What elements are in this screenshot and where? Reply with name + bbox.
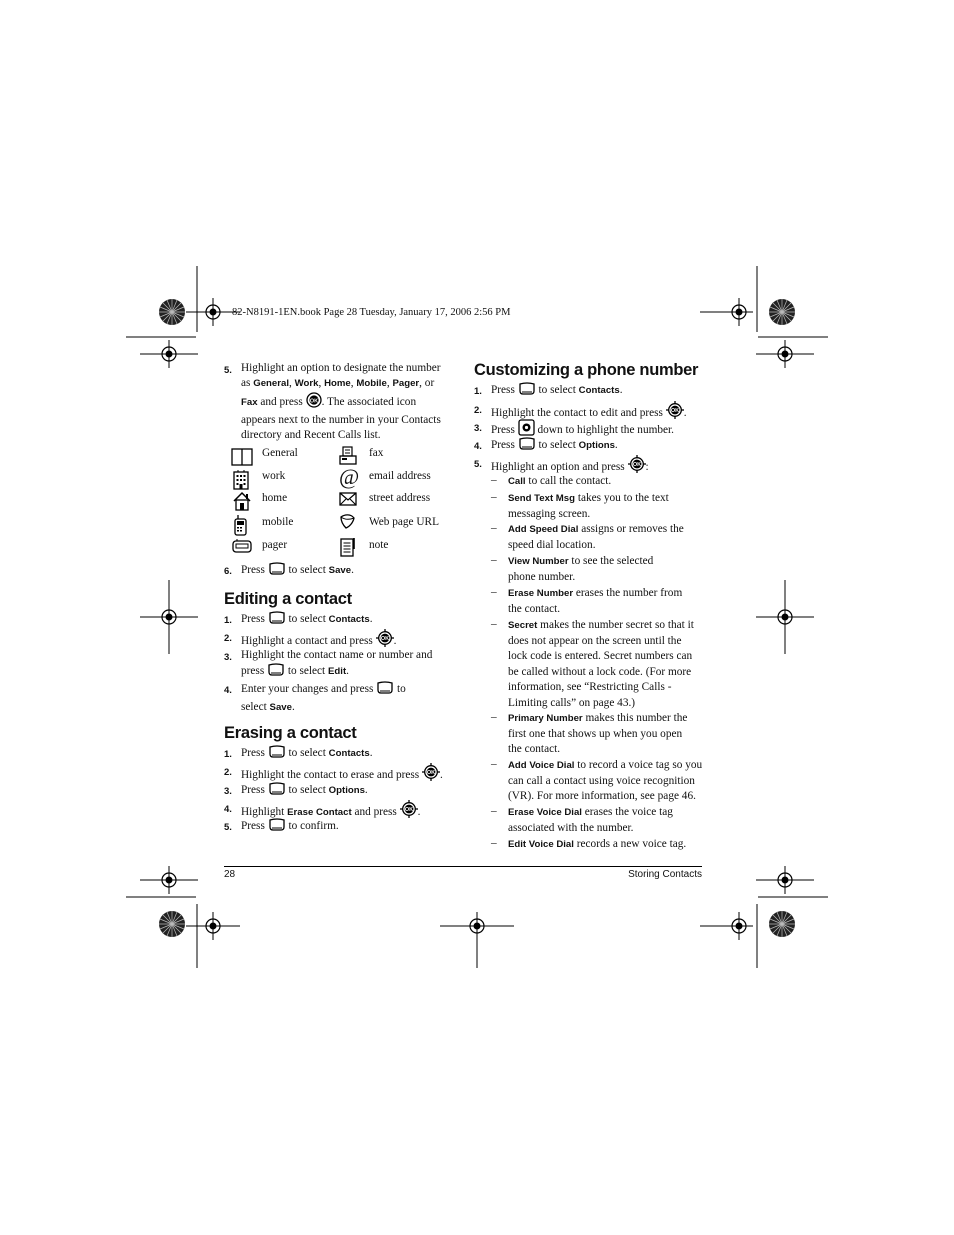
bullet-dash: – <box>491 474 497 486</box>
option-edit-voice-dial: Edit Voice Dial records a new voice tag. <box>508 838 687 850</box>
softkey-icon <box>376 681 394 700</box>
erasing-step-3: Press to select Options. <box>241 782 456 801</box>
email-icon: @ <box>339 464 360 489</box>
svg-text:OK: OK <box>404 807 413 814</box>
step-number: 1. <box>224 615 232 626</box>
option-send-text: Send Text Msg takes you to the text messaging screen. <box>508 492 669 520</box>
section-title: Storing Contacts <box>628 869 702 880</box>
svg-text:OK: OK <box>426 770 436 777</box>
svg-text:OK: OK <box>632 462 641 469</box>
softkey-icon <box>268 818 286 837</box>
icon-label: work <box>262 470 286 482</box>
softkey-icon <box>267 663 285 682</box>
editing-step-4: Enter your changes and press to select Save. <box>241 683 406 714</box>
step-number: 2. <box>224 633 232 644</box>
web-icon <box>339 514 356 529</box>
icon-label: pager <box>262 539 288 551</box>
erasing-step-5: Press to confirm. <box>241 818 456 837</box>
step-number: 3. <box>474 423 482 434</box>
customizing-step-1: Press to select Contacts. <box>491 382 706 401</box>
option-add-voice-dial: Add Voice Dial to record a voice tag so you can call a contact using voice recognition (VR). For more information, see page 46. <box>508 759 703 802</box>
svg-text:OK: OK <box>309 397 318 404</box>
icon-label: street address <box>369 492 431 504</box>
step-number: 4. <box>224 685 232 696</box>
step-number: 1. <box>224 749 232 760</box>
note-icon <box>340 537 356 557</box>
work-icon <box>233 469 249 490</box>
step-number: 3. <box>224 786 232 797</box>
bullet-dash: – <box>491 522 497 534</box>
erasing-step-1: Press to select Contacts. <box>241 745 456 764</box>
step-6-text: Press to select Save. <box>241 562 456 581</box>
option-erase-number: Erase Number erases the number from the contact. <box>508 587 683 615</box>
icon-table <box>228 444 458 564</box>
step-number: 3. <box>224 652 232 663</box>
bullet-dash: – <box>491 554 497 566</box>
erasing-step-2: Highlight the contact to erase and press OK . <box>241 763 456 786</box>
erasing-step-4: Highlight Erase Contact and press OK . <box>241 800 456 823</box>
bullet-dash: – <box>491 618 497 630</box>
icon-label: mobile <box>262 516 294 528</box>
step-number: 1. <box>474 386 482 397</box>
softkey-icon <box>518 382 536 401</box>
mobile-icon <box>234 514 247 536</box>
bullet-dash: – <box>491 491 497 503</box>
step-number: 5. <box>224 365 232 376</box>
step-number: 4. <box>224 804 232 815</box>
erasing-heading: Erasing a contact <box>224 724 357 742</box>
svg-text:OK: OK <box>670 408 679 415</box>
icon-label: General <box>262 447 298 459</box>
softkey-icon <box>268 782 286 801</box>
step-number: 2. <box>224 767 232 778</box>
icon-label: fax <box>369 447 384 459</box>
ok-key-icon <box>306 392 322 413</box>
option-view-number: View Number to see the selected phone number. <box>508 555 654 583</box>
option-primary-number: Primary Number makes this number the first one that shows up when you open the contact. <box>508 712 688 755</box>
page-number: 28 <box>224 869 236 880</box>
icon-label: home <box>262 492 288 504</box>
customizing-step-4: Press to select Options. <box>491 437 706 456</box>
home-icon <box>232 491 252 511</box>
bullet-dash: – <box>491 805 497 817</box>
softkey-icon <box>268 611 286 630</box>
option-call: Call to call the contact. <box>508 475 612 487</box>
envelope-icon <box>339 492 357 506</box>
option-erase-voice-dial: Erase Voice Dial erases the voice tag associated with the number. <box>508 806 673 834</box>
softkey-icon <box>518 437 536 456</box>
step-number: 2. <box>474 405 482 416</box>
step-number: 4. <box>474 441 482 452</box>
editing-heading: Editing a contact <box>224 590 352 608</box>
option-secret: Secret makes the number secret so that it does not appear on the screen until the lock code is entered. Secret numbers can be called without a lock code. (For more information, see “Restricting Calls - Limiting calls” on page 43.) <box>508 619 694 709</box>
fax-icon <box>339 446 357 466</box>
general-icon <box>231 448 253 466</box>
bullet-dash: – <box>491 758 497 770</box>
editing-step-1: Press to select Contacts. <box>241 611 456 630</box>
customizing-step-5: Highlight an option and press OK : <box>491 455 706 478</box>
customizing-heading: Customizing a phone number <box>474 361 699 379</box>
option-speed-dial: Add Speed Dial assigns or removes the speed dial location. <box>508 523 684 551</box>
svg-text:OK: OK <box>380 636 389 643</box>
softkey-icon <box>268 562 286 581</box>
bullet-dash: – <box>491 586 497 598</box>
editing-step-2: Highlight a contact and press OK . <box>241 629 456 652</box>
print-header: 82-N8191-1EN.book Page 28 Tuesday, January 17, 2006 2:56 PM <box>232 307 511 318</box>
icon-label: email address <box>369 470 431 482</box>
pager-icon <box>232 539 252 553</box>
customizing-step-3: Press down to highlight the number. <box>491 419 706 441</box>
step-number: 5. <box>224 822 232 833</box>
step-number: 5. <box>474 459 482 470</box>
footer-rule <box>224 866 702 867</box>
editing-step-3: Highlight the contact name or number and press to select Edit. <box>241 648 456 683</box>
icon-label: note <box>369 539 389 551</box>
softkey-icon <box>268 745 286 764</box>
bullet-dash: – <box>491 711 497 723</box>
icon-label: Web page URL <box>369 516 439 528</box>
bullet-dash: – <box>491 837 497 849</box>
step-5-text: Highlight an option to designate the number as General, Work, Home, Mobile, Pager, or Fax and press OK . The associated icon appears next to the number in your Contacts directory and Recent Calls list. <box>241 362 441 442</box>
step-number: 6. <box>224 566 232 577</box>
customizing-step-2: Highlight the contact to edit and press OK . <box>491 401 706 424</box>
